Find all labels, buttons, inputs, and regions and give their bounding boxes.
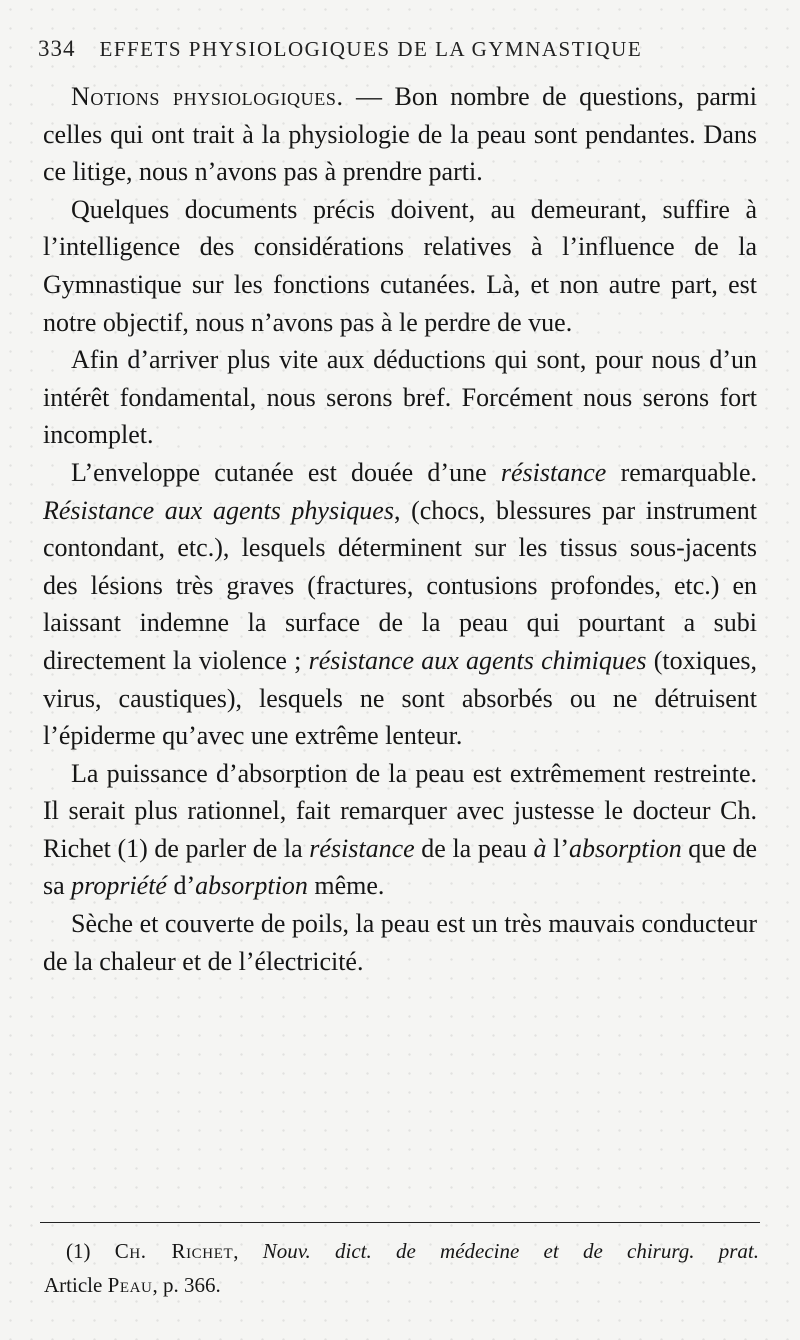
- paragraph-text: même.: [307, 871, 385, 901]
- footnote-text: Article: [44, 1273, 108, 1297]
- paragraph-text: remarquable.: [606, 457, 757, 487]
- footnote-article-name: Peau: [107, 1273, 153, 1297]
- paragraph-text: , (chocs, blessures par instrument contondant, etc.), lesquels déterminent sur les tissus sous-jacents des lésions très graves (fractures, contusions profondes, etc.) en laissant indemne la surface de la peau qui pourtant a subi directement la violence ;: [43, 495, 757, 675]
- footnote-author: Ch. Richet: [114, 1239, 234, 1263]
- paragraph-text: d’: [166, 871, 196, 901]
- paragraph-text: l’: [546, 833, 570, 863]
- italic-term: résistance: [309, 833, 415, 863]
- footnote-rule: [40, 1222, 760, 1223]
- running-title: EFFETS PHYSIOLOGIQUES DE LA GYMNASTIQUE: [99, 37, 643, 61]
- footnote-marker: (1): [66, 1239, 115, 1263]
- footnote: [44, 1234, 759, 1302]
- paragraph-text: que de sa: [43, 833, 757, 901]
- paragraph-absorption: [43, 755, 757, 905]
- paragraph-notions: [43, 78, 757, 191]
- paragraph-documents: Quelques documents précis doivent, au demeurant, suffire à l’intelligence des considérations relatives à l’influence de la Gymnastique sur les fonctions cutanées. Là, et non autre part, est notre objectif, nous n’avons pas à le perdre de vue.: [43, 194, 757, 337]
- footnote-work: Nouv. dict. de médecine et de chirurg. prat.: [262, 1239, 759, 1263]
- running-header: [38, 36, 758, 62]
- italic-term: propriété: [71, 871, 167, 901]
- italic-phrase: Résistance aux agents physiques: [43, 495, 394, 525]
- page-number: 334: [38, 36, 76, 61]
- paragraph-text: La puissance d’absorption de la peau est extrêmement restreinte. Il serait plus rationnel, fait remarquer avec justesse le docteur Ch. Richet (1) de parler de la: [43, 758, 757, 863]
- italic-phrase: résistance aux agents chimiques: [308, 645, 647, 675]
- section-lead: Notions physiologiques.: [71, 82, 344, 111]
- paragraph-conductor: Sèche et couverte de poils, la peau est un très mauvais conducteur de la chaleur et de l’électricité.: [43, 909, 757, 976]
- paragraph-text: L’enveloppe cutanée est douée d’une: [71, 457, 501, 487]
- italic-term: résistance: [500, 457, 607, 487]
- italic-term: absorption: [195, 871, 308, 901]
- paragraph-deductions: Afin d’arriver plus vite aux déductions qui sont, pour nous d’un intérêt fondamental, nous serons bref. Forcément nous serons fort incomplet.: [43, 345, 757, 450]
- footnote-line: [44, 1268, 759, 1302]
- paragraph-text: (toxiques, virus, caustiques), lesquels ne sont absorbés ou ne détruisent l’épiderme qu’avec une extrême lenteur.: [43, 645, 758, 751]
- paragraph-text: de la peau: [414, 833, 534, 863]
- italic-term: à: [533, 833, 547, 863]
- paragraph-text: — Bon nombre de questions, parmi celles qui ont trait à la physiologie de la peau sont pendantes. Dans ce litige, nous n’avons pas à prendre parti.: [43, 82, 757, 187]
- footnote-text: , p. 366.: [152, 1273, 221, 1297]
- footnote-line: [44, 1234, 759, 1268]
- italic-term: absorption: [569, 833, 682, 863]
- paragraph-enveloppe: [43, 454, 757, 755]
- main-text: [43, 78, 757, 980]
- footnote-separator: ,: [233, 1239, 263, 1263]
